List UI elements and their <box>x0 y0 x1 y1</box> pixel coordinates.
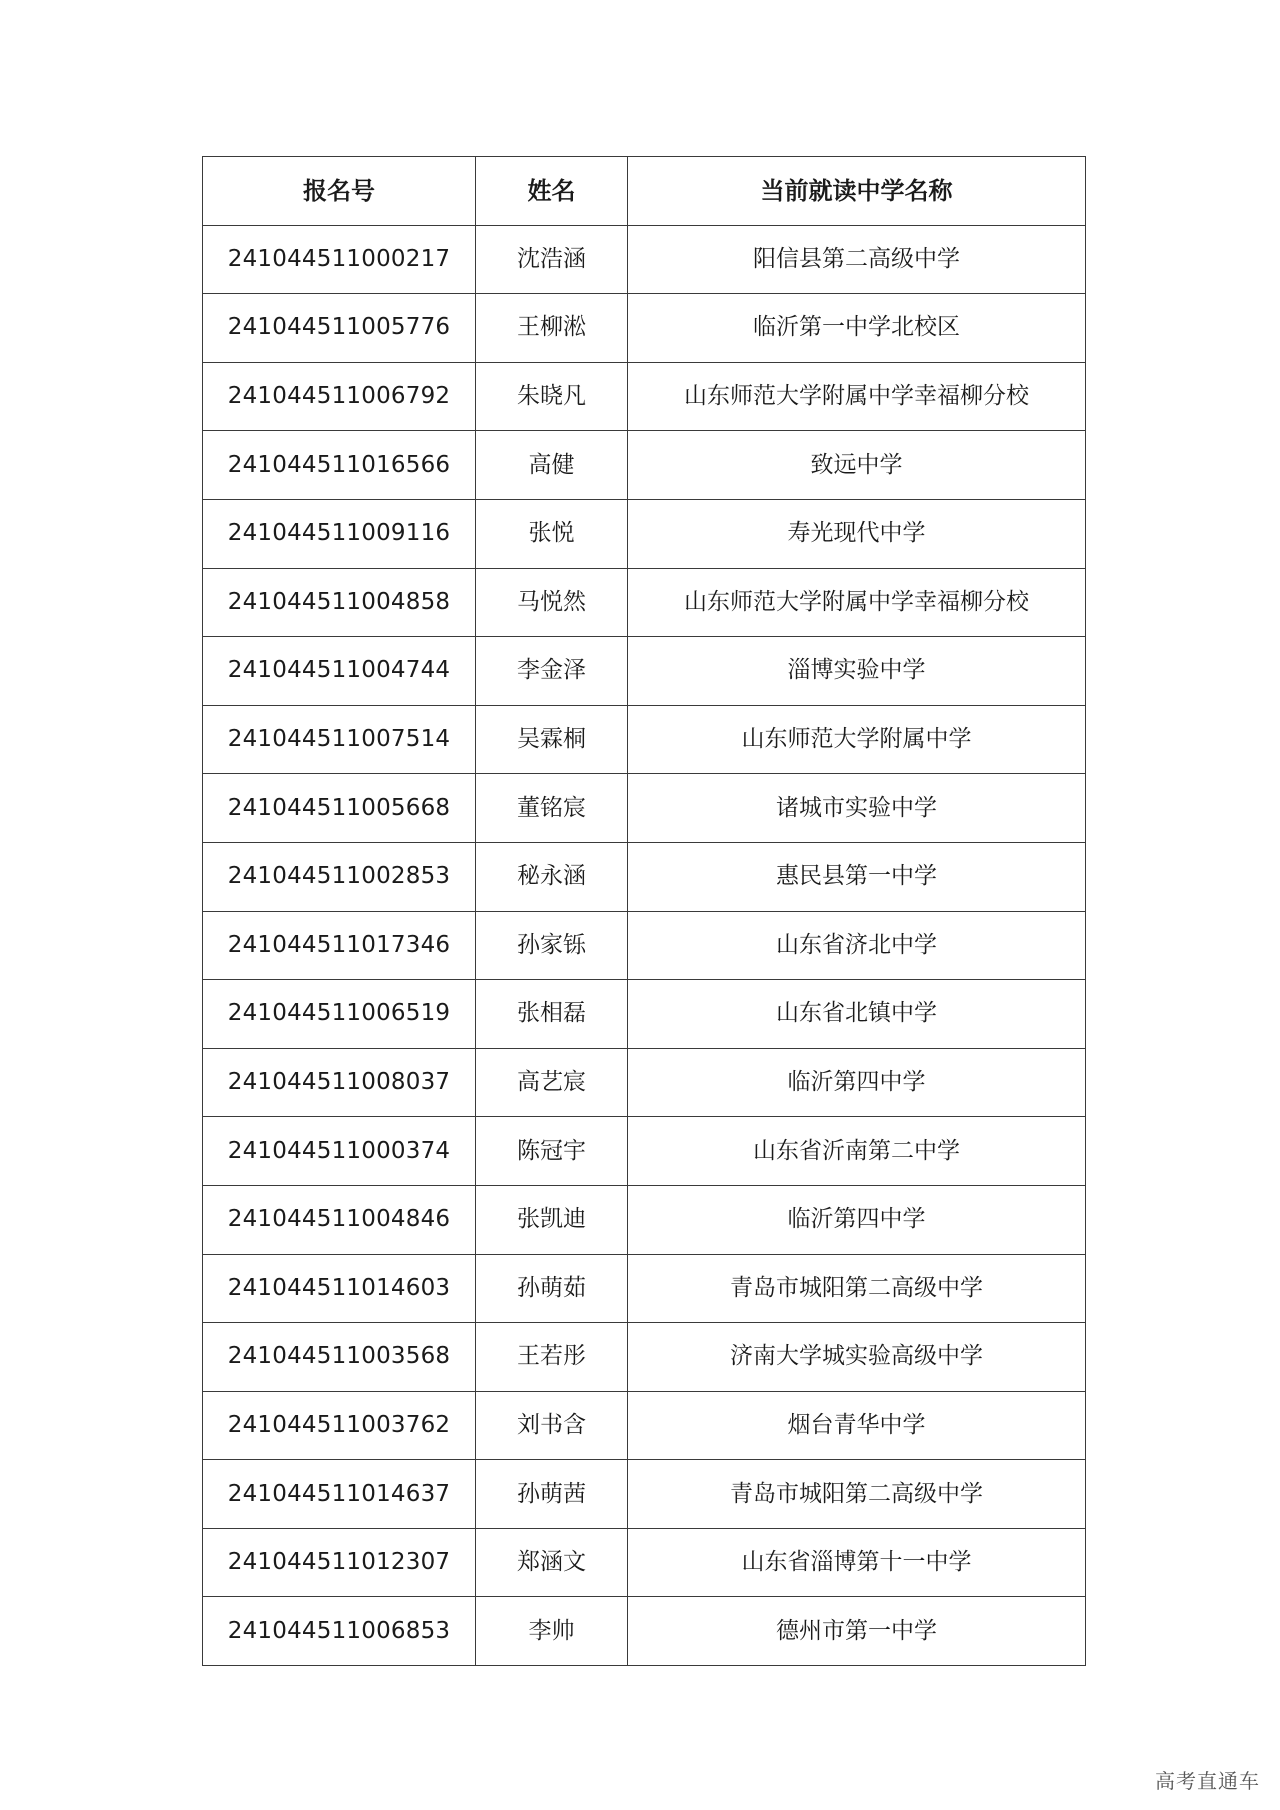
header-registration-number: 报名号 <box>203 157 476 226</box>
table-row <box>203 362 1086 431</box>
table-row <box>203 294 1086 363</box>
table-row <box>203 568 1086 637</box>
cell-school-name: 阳信县第二高级中学 <box>628 225 1086 294</box>
header-name: 姓名 <box>476 157 628 226</box>
cell-school-name: 青岛市城阳第二高级中学 <box>628 1254 1086 1323</box>
table-row <box>203 1254 1086 1323</box>
cell-registration-number: 241044511006792 <box>203 362 476 431</box>
cell-name: 高健 <box>476 431 628 500</box>
table-row <box>203 842 1086 911</box>
cell-name: 孙萌茜 <box>476 1460 628 1529</box>
table-row <box>203 911 1086 980</box>
cell-registration-number: 241044511009116 <box>203 499 476 568</box>
cell-name: 王若彤 <box>476 1323 628 1392</box>
cell-registration-number: 241044511008037 <box>203 1048 476 1117</box>
cell-registration-number: 241044511007514 <box>203 705 476 774</box>
cell-registration-number: 241044511006853 <box>203 1597 476 1666</box>
cell-registration-number: 241044511003762 <box>203 1391 476 1460</box>
cell-school-name: 山东省淄博第十一中学 <box>628 1528 1086 1597</box>
cell-school-name: 济南大学城实验高级中学 <box>628 1323 1086 1392</box>
table-header-row <box>203 157 1086 226</box>
cell-school-name: 山东师范大学附属中学 <box>628 705 1086 774</box>
table-row <box>203 637 1086 706</box>
cell-registration-number: 241044511004858 <box>203 568 476 637</box>
cell-school-name: 山东师范大学附属中学幸福柳分校 <box>628 362 1086 431</box>
cell-registration-number: 241044511012307 <box>203 1528 476 1597</box>
cell-name: 张悦 <box>476 499 628 568</box>
table-row <box>203 705 1086 774</box>
cell-registration-number: 241044511004846 <box>203 1185 476 1254</box>
cell-school-name: 山东省北镇中学 <box>628 980 1086 1049</box>
cell-school-name: 淄博实验中学 <box>628 637 1086 706</box>
table-row <box>203 499 1086 568</box>
cell-name: 吴霖桐 <box>476 705 628 774</box>
cell-school-name: 山东师范大学附属中学幸福柳分校 <box>628 568 1086 637</box>
cell-registration-number: 241044511005668 <box>203 774 476 843</box>
cell-name: 郑涵文 <box>476 1528 628 1597</box>
cell-registration-number: 241044511000374 <box>203 1117 476 1186</box>
cell-name: 张凯迪 <box>476 1185 628 1254</box>
table-row <box>203 1048 1086 1117</box>
cell-registration-number: 241044511005776 <box>203 294 476 363</box>
table-row <box>203 225 1086 294</box>
admission-list-table <box>202 156 1086 1666</box>
cell-registration-number: 241044511004744 <box>203 637 476 706</box>
cell-name: 孙萌茹 <box>476 1254 628 1323</box>
table-row <box>203 774 1086 843</box>
cell-school-name: 山东省沂南第二中学 <box>628 1117 1086 1186</box>
table-row <box>203 1597 1086 1666</box>
watermark-text: 高考直通车 <box>1155 1769 1260 1793</box>
table-row <box>203 1185 1086 1254</box>
header-school-name: 当前就读中学名称 <box>628 157 1086 226</box>
cell-name: 秘永涵 <box>476 842 628 911</box>
cell-school-name: 惠民县第一中学 <box>628 842 1086 911</box>
cell-name: 李帅 <box>476 1597 628 1666</box>
table-row <box>203 1117 1086 1186</box>
cell-school-name: 致远中学 <box>628 431 1086 500</box>
cell-registration-number: 241044511017346 <box>203 911 476 980</box>
cell-school-name: 临沂第四中学 <box>628 1185 1086 1254</box>
cell-name: 高艺宸 <box>476 1048 628 1117</box>
cell-registration-number: 241044511016566 <box>203 431 476 500</box>
cell-name: 马悦然 <box>476 568 628 637</box>
table-row <box>203 431 1086 500</box>
table-row <box>203 1391 1086 1460</box>
cell-registration-number: 241044511002853 <box>203 842 476 911</box>
cell-name: 王柳淞 <box>476 294 628 363</box>
cell-name: 孙家铄 <box>476 911 628 980</box>
cell-school-name: 烟台青华中学 <box>628 1391 1086 1460</box>
cell-registration-number: 241044511006519 <box>203 980 476 1049</box>
cell-registration-number: 241044511014603 <box>203 1254 476 1323</box>
cell-school-name: 临沂第一中学北校区 <box>628 294 1086 363</box>
cell-school-name: 山东省济北中学 <box>628 911 1086 980</box>
table-row <box>203 1460 1086 1529</box>
table-row <box>203 980 1086 1049</box>
cell-school-name: 寿光现代中学 <box>628 499 1086 568</box>
table-row <box>203 1528 1086 1597</box>
cell-name: 陈冠宇 <box>476 1117 628 1186</box>
cell-registration-number: 241044511003568 <box>203 1323 476 1392</box>
cell-registration-number: 241044511014637 <box>203 1460 476 1529</box>
cell-name: 张相磊 <box>476 980 628 1049</box>
cell-name: 李金泽 <box>476 637 628 706</box>
cell-school-name: 临沂第四中学 <box>628 1048 1086 1117</box>
cell-name: 董铭宸 <box>476 774 628 843</box>
cell-name: 刘书含 <box>476 1391 628 1460</box>
table-row <box>203 1323 1086 1392</box>
cell-registration-number: 241044511000217 <box>203 225 476 294</box>
cell-name: 朱晓凡 <box>476 362 628 431</box>
cell-school-name: 德州市第一中学 <box>628 1597 1086 1666</box>
cell-school-name: 诸城市实验中学 <box>628 774 1086 843</box>
cell-name: 沈浩涵 <box>476 225 628 294</box>
cell-school-name: 青岛市城阳第二高级中学 <box>628 1460 1086 1529</box>
